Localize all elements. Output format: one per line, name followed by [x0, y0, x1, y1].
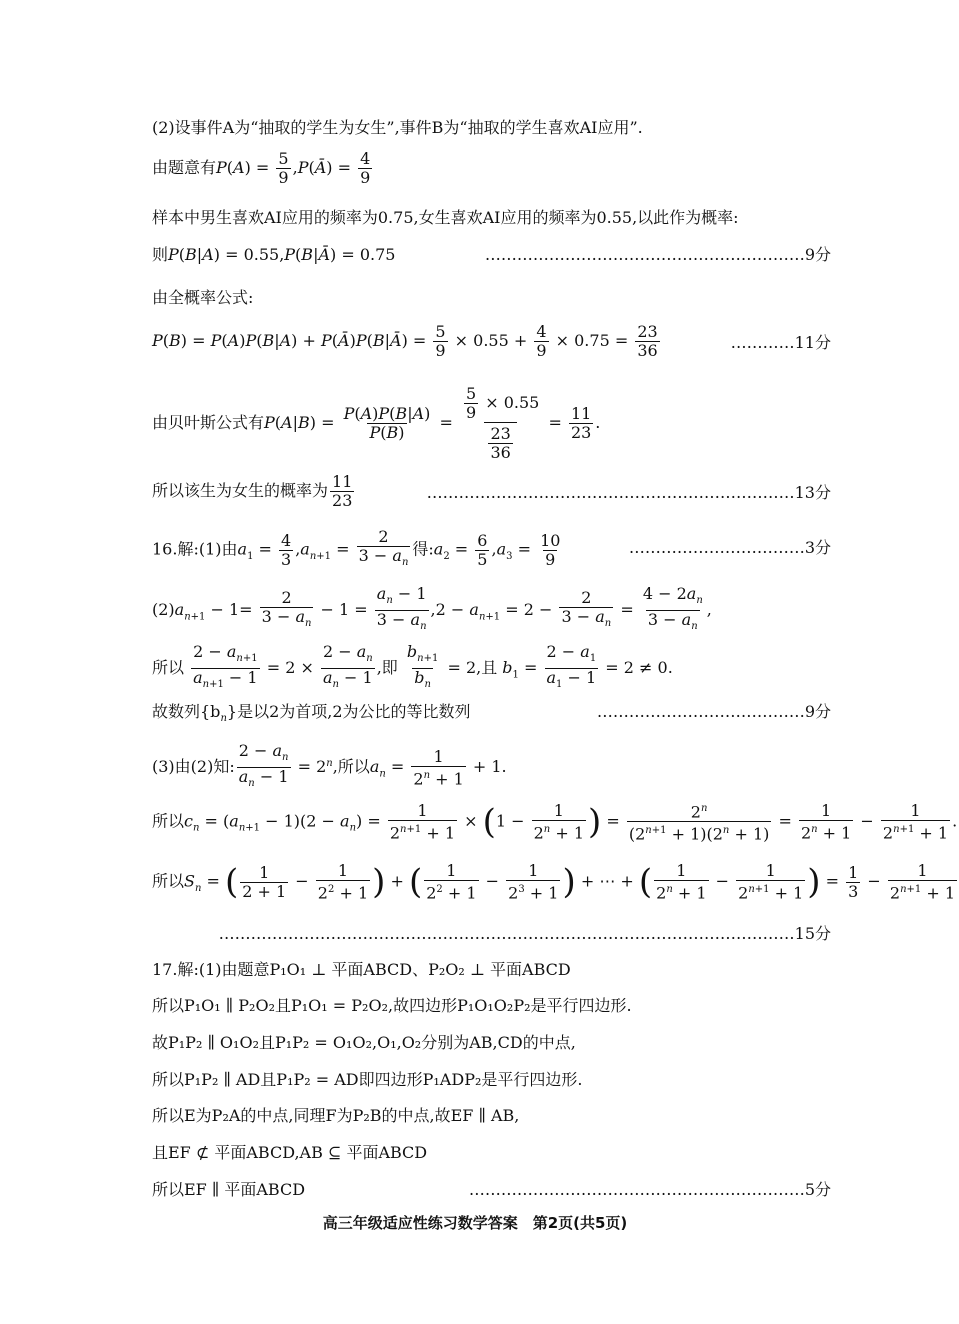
s17-line2: 所以P₁O₁ ∥ P₂O₂且P₁O₁ = P₂O₂,故四边形P₁O₁O₂P₂是平行四边形.: [152, 996, 632, 1015]
score-5: ………………………………………………………5分: [468, 1180, 831, 1199]
s16-part2-ratio: 所以 $\frac{2 - a_{n+1}}{a_{n+1} - 1}$ = 2 × $\frac{2 - a_n}{a_n - 1}$ ,即 $\frac{b_{n+1}}{b_n}$ = 2,且 $b_1$ = $\frac{2 - a_1}{a_1 - 1}$ = 2 ≠ 0.: [152, 643, 673, 694]
page-footer: 高三年级适应性练习数学答案 第2页(共5页): [322, 1214, 628, 1232]
s15-2-conclusion: 所以该生为女生的概率为 $\frac{11}{23}$: [152, 472, 353, 510]
s17-line7: 所以EF ∥ 平面ABCD: [152, 1180, 306, 1199]
s17-line1: 17.解:(1)由题意P₁O₁ ⊥ 平面ABCD、P₂O₂ ⊥ 平面ABCD: [152, 960, 571, 979]
score-11: …………11分: [730, 333, 831, 352]
score-9-a: ……………………………………………………9分: [484, 245, 831, 264]
s16-sn: 所以$S_n$ = ( $\frac{1}{2 + 1}$ − $\frac{1}{2^2 + 1}$ ) + ( $\frac{1}{2^2 + 1}$ − $\frac{1}{2^3 + 1}$ ) + ⋯ + ( $\frac{1}{2^n + 1}$ − $\frac{1}{2^{n+1} + 1}$ ) = $\frac{1}{3}$ − $\frac{1}{2^{n+1} + 1}$: [152, 861, 956, 903]
score-9-b: …………………………………9分: [596, 702, 831, 721]
s17-line3: 故P₁P₂ ∥ O₁O₂且P₁P₂ = O₁O₂,O₁,O₂分别为AB,CD的中点,: [152, 1033, 576, 1052]
s15-2-freq: 样本中男生喜欢AI应用的频率为0.75,女生喜欢AI应用的频率为0.55,以此作为概率:: [152, 208, 739, 227]
s16-part1: 16.解:(1)由$a_1$ = $\frac{4}{3}$ $,a_{n+1}$ = $\frac{2}{3 - a_n}$ 得$:a_2$ = $\frac{6}{5}$ $,a_3$ = $\frac{10}{9}$: [152, 528, 564, 572]
s16-part2-derive: $(2)a_{n+1} - 1=$ $\frac{2}{3 - a_n}$ − 1 = $\frac{a_n - 1}{3 - a_n}$ $,2 - a_{n+1} = 2$ − $\frac{2}{3 - a_n}$ = $\frac{4 - 2a_n}{3 - a_n}$ ,: [152, 585, 712, 636]
s17-line4: 所以P₁P₂ ∥ AD且P₁P₂ = AD即四边形P₁ADP₂是平行四边形.: [152, 1070, 583, 1089]
s15-2-cond: 则P(B|A) = 0.55,P(B|Ā) = 0.75: [152, 245, 396, 264]
s15-2-total-title: 由全概率公式:: [152, 288, 254, 307]
s15-2-pa: 由题意有P(A) = $\frac{5}{9}$ ,P(Ā) = $\frac{4}{9}$: [152, 149, 371, 187]
s16-series: 故数列$\{b_n\}$是以2为首项,2为公比的等比数列: [152, 702, 471, 725]
s16-part3: (3)由(2)知: $\frac{2 - a_n}{a_n - 1}$ = $2^n$,所以$a_n$ = $\frac{1}{2^n + 1}$ + 1.: [152, 742, 507, 793]
s17-line5: 所以E为P₂A的中点,同理F为P₂B的中点,故EF ∥ AB,: [152, 1106, 520, 1125]
s15-2-intro: (2)设事件A为“抽取的学生为女生”,事件B为“抽取的学生喜欢AI应用”.: [152, 118, 643, 137]
s17-line6: 且EF ⊄ 平面ABCD,AB ⊆ 平面ABCD: [152, 1143, 428, 1162]
s15-2-bayes: 由贝叶斯公式有P(A|B) = $\frac{P(A)P(B|A)}{P(B)}$ = $\frac{5}{9}$ × 0.55 $\frac{23}{36}$ = $\frac{11}{23}$ .: [152, 384, 601, 462]
s15-2-total-formula: P(B) = P(A)P(B|A) + P(Ā)P(B|Ā) = $\frac{5}{9}$ × 0.55 + $\frac{4}{9}$ × 0.75 = $\frac{23}{36}$: [152, 322, 658, 360]
score-13: ……………………………………………………………13分: [426, 483, 831, 502]
s16-cn: 所以$c_n = (a_{n+1} - 1)(2 - a_n)$ = $\frac{1}{2^{n+1} + 1}$ × (1 − $\frac{1}{2^n + 1}$ ) = $\frac{2^n}{(2^{n+1} + 1)(2^n + 1)}$ = $\frac{1}{2^n + 1}$ − $\frac{1}{2^{n+1} + 1}$ .: [152, 800, 958, 844]
score-3: ……………………………3分: [628, 538, 831, 557]
score-15: ………………………………………………………………………………………………15分: [218, 924, 831, 943]
